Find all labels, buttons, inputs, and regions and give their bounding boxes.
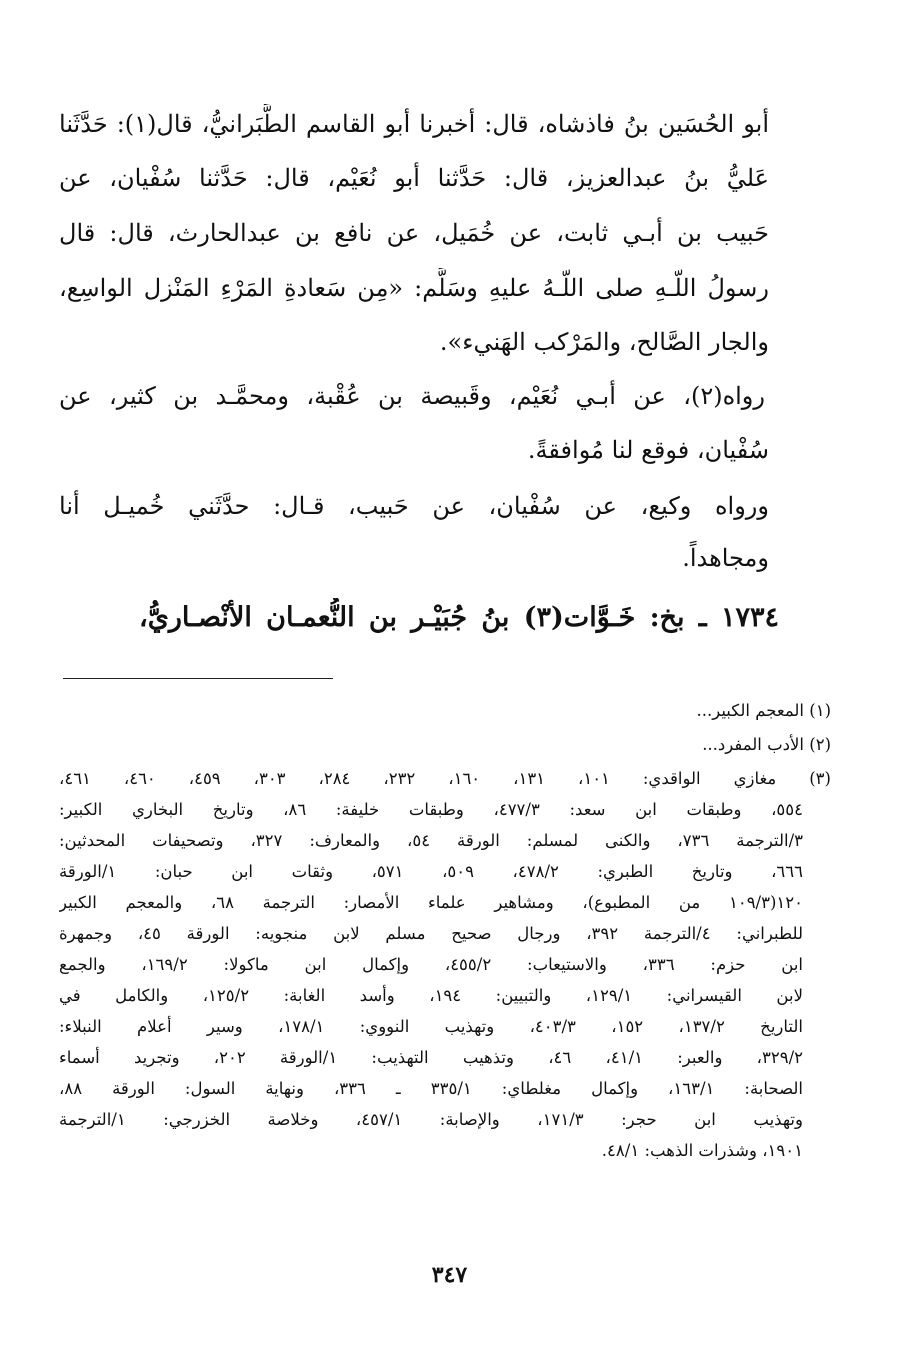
footnote-3-line: ابن حزم: ٣٣٦، والاستيعاب: ٤٥٥/٢، وإكمال ابن ماكولا: ١٦٩/٢، والجمع: [59, 955, 803, 974]
footnote-3-line: ٥٥٤، وطبقات ابن سعد: ٤٧٧/٣، وطبقات خليفة: ٨٦، وتاريخ البخاري الكبير:: [59, 800, 803, 819]
page-number: ٣٤٧: [431, 1262, 468, 1288]
footnote-1: (١) المعجم الكبير...: [696, 701, 831, 720]
footnote-3-line: ١٢٠(١٠٩/٣ من المطبوع)، ومشاهير علماء الأمصار: الترجمة ٦٨، والمعجم الكبير: [59, 893, 803, 912]
text-line: ومجاهداً.: [682, 544, 769, 572]
footnote-3-line: ١٩٠١، وشذرات الذهب: ٤٨/١.: [601, 1141, 803, 1160]
footnote-3-line: للطبراني: ٤/الترجمة ٣٩٢، ورجال صحيح مسلم لابن منجويه: الورقة ٤٥، وجمهرة: [59, 924, 803, 943]
footnote-3-line: ٣٢٩/٢، والعبر: ٤١/١، ٤٦، وتذهيب التهذيب: ١/الورقة ٢٠٢، وتجريد أسماء: [59, 1048, 803, 1067]
text-line: ورواه وكيع، عن سُفْيان، عن حَبيب، قـال: حدَّثَني خُميـل أنا: [59, 492, 769, 520]
footnote-2: (٢) الأدب المفرد...: [702, 735, 831, 754]
footnote-3-line: (٣) مغازي الواقدي: ١٠١، ١٣١، ١٦٠، ٢٣٢، ٢٨٤، ٣٠٣، ٤٥٩، ٤٦٠، ٤٦١،: [59, 769, 831, 788]
text-line: حَبيب بن أبـي ثابت، عن خُمَيل، عن نافع بن عبدالحارث، قال: قال: [59, 219, 769, 247]
footnote-3-line: التاريخ ١٣٧/٢، ١٥٢، ٤٠٣/٣، وتهذيب النووي: ١٧٨/١، وسير أعلام النبلاء:: [59, 1017, 803, 1036]
text-line: أبو الحُسَين بنُ فاذشاه، قال: أخبرنا أبو القاسم الطَّبَرانيُّ، قال(١): حَدَّثَنا: [59, 110, 769, 138]
text-line: والجار الصَّالح، والمَرْكب الهَنيء».: [439, 328, 769, 356]
text-line: سُفْيان، فوقع لنا مُوافقةً.: [527, 436, 769, 464]
entry-heading: ١٧٣٤ ـ بخ: خَـوَّات(٣) بنُ جُبَيْـر بن النُّعمـان الأنْصـاريُّ،: [139, 602, 779, 633]
footnote-3-line: ٦٦٦، وتاريخ الطبري: ٤٧٨/٢، ٥٠٩، ٥٧١، وثقات ابن حبان: ١/الورقة: [59, 862, 803, 881]
footnote-3-line: وتهذيب ابن حجر: ١٧١/٣، والإصابة: ٤٥٧/١، وخلاصة الخزرجي: ١/الترجمة: [59, 1110, 803, 1129]
footnote-divider: [63, 678, 333, 679]
text-line: عَليُّ بنُ عبدالعزيز، قال: حَدَّثنا أبو نُعَيْم، قال: حَدَّثنا سُفْيان، عن: [59, 164, 769, 192]
footnote-3-line: لابن القيسراني: ١٢٩/١، والتبيين: ١٩٤، وأسد الغابة: ١٢٥/٢، والكامل في: [59, 986, 803, 1005]
footnote-3-line: الصحابة: ١٦٣/١، وإكمال مغلطاي: ٣٣٥/١ ـ ٣٣٦، ونهاية السول: الورقة ٨٨،: [59, 1079, 803, 1098]
text-line: رواه(٢)، عن أبـي نُعَيْم، وقَبيصة بن عُقْبة، ومحمَّـد بن كثير، عن: [59, 382, 765, 410]
footnote-3-line: ٣/الترجمة ٧٣٦، والكنى لمسلم: الورقة ٥٤، والمعارف: ٣٢٧، وتصحيفات المحدثين:: [59, 831, 803, 850]
text-line: رسولُ اللّـهِ صلى اللّـهُ عليهِ وسَلَّم: «مِن سَعادةِ المَرْءِ المَنْزل الواسِع،: [59, 274, 769, 302]
